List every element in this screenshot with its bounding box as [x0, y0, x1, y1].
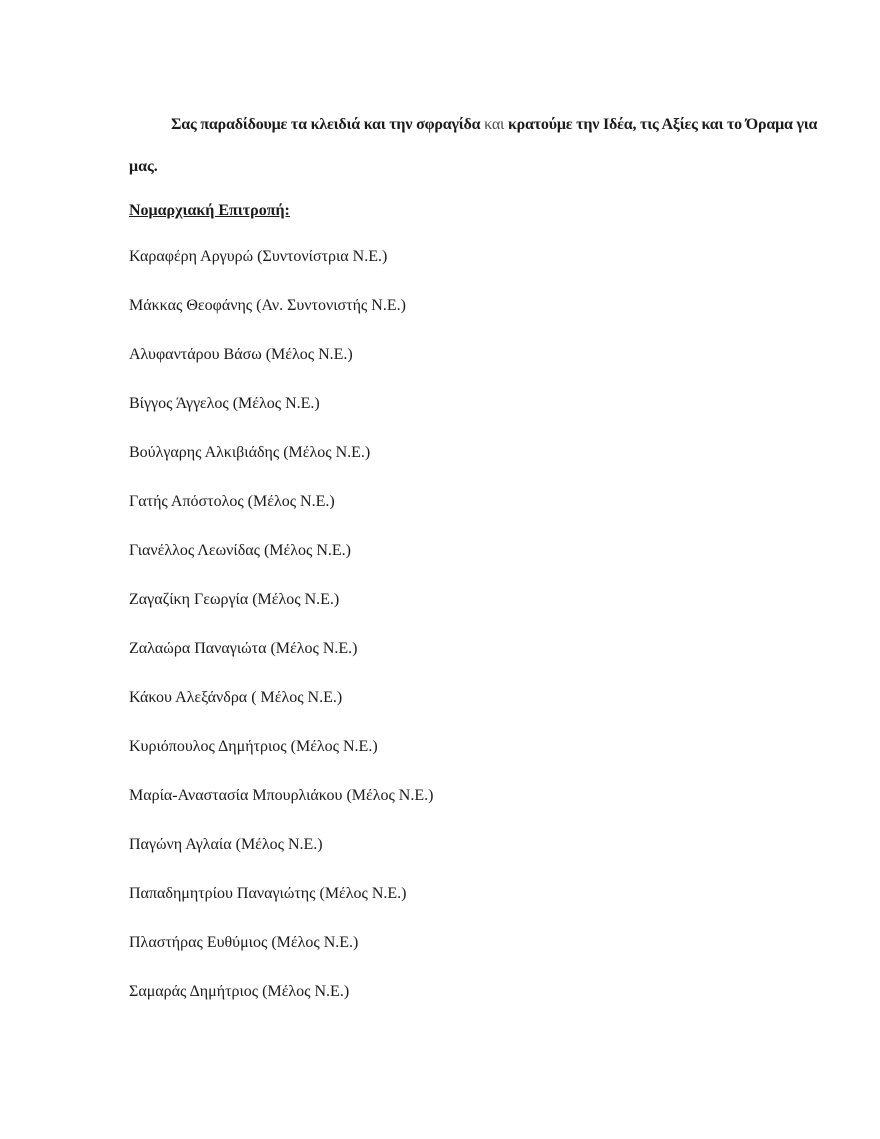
member-item: Γιανέλλος Λεωνίδας (Μέλος Ν.Ε.) — [129, 542, 351, 559]
intro-bold-segment-b: κρατούμε την Ιδέα, τις Αξίες και το Όραμα για — [507, 116, 818, 133]
member-item: Βίγγος Άγγελος (Μέλος Ν.Ε.) — [129, 395, 320, 412]
member-item: Κυριόπουλος Δημήτριος (Μέλος Ν.Ε.) — [129, 738, 378, 755]
member-item: Παγώνη Αγλαία (Μέλος Ν.Ε.) — [129, 836, 323, 853]
member-item: Αλυφαντάρου Βάσω (Μέλος Ν.Ε.) — [129, 346, 353, 363]
section-heading: Νομαρχιακή Επιτροπή: — [129, 202, 290, 219]
intro-paragraph-line1 — [129, 114, 818, 135]
member-item: Παπαδημητρίου Παναγιώτης (Μέλος Ν.Ε.) — [129, 885, 407, 902]
intro-bold-segment-a: Σας παραδίδουμε τα κλειδιά και την σφραγίδα — [171, 116, 481, 133]
intro-regular-segment: και — [484, 116, 505, 133]
member-item: Γατής Απόστολος (Μέλος Ν.Ε.) — [129, 493, 335, 510]
member-item: Κάκου Αλεξάνδρα ( Μέλος Ν.Ε.) — [129, 689, 343, 706]
member-item: Μάκκας Θεοφάνης (Αν. Συντονιστής Ν.Ε.) — [129, 297, 406, 314]
member-item: Ζαγαζίκη Γεωργία (Μέλος Ν.Ε.) — [129, 591, 340, 608]
members-list — [129, 221, 789, 1002]
member-item: Ζαλαώρα Παναγιώτα (Μέλος Ν.Ε.) — [129, 640, 358, 657]
member-item: Βούλγαρης Αλκιβιάδης (Μέλος Ν.Ε.) — [129, 444, 371, 461]
document-content — [129, 114, 818, 1030]
member-item: Μαρία-Αναστασία Μπουρλιάκου (Μέλος Ν.Ε.) — [129, 787, 434, 804]
intro-paragraph-line2: μας. — [129, 158, 158, 175]
member-item: Καραφέρη Αργυρώ (Συντονίστρια Ν.Ε.) — [129, 248, 388, 265]
member-item: Σαμαράς Δημήτριος (Μέλος Ν.Ε.) — [129, 983, 350, 1000]
member-item: Πλαστήρας Ευθύμιος (Μέλος Ν.Ε.) — [129, 934, 359, 951]
